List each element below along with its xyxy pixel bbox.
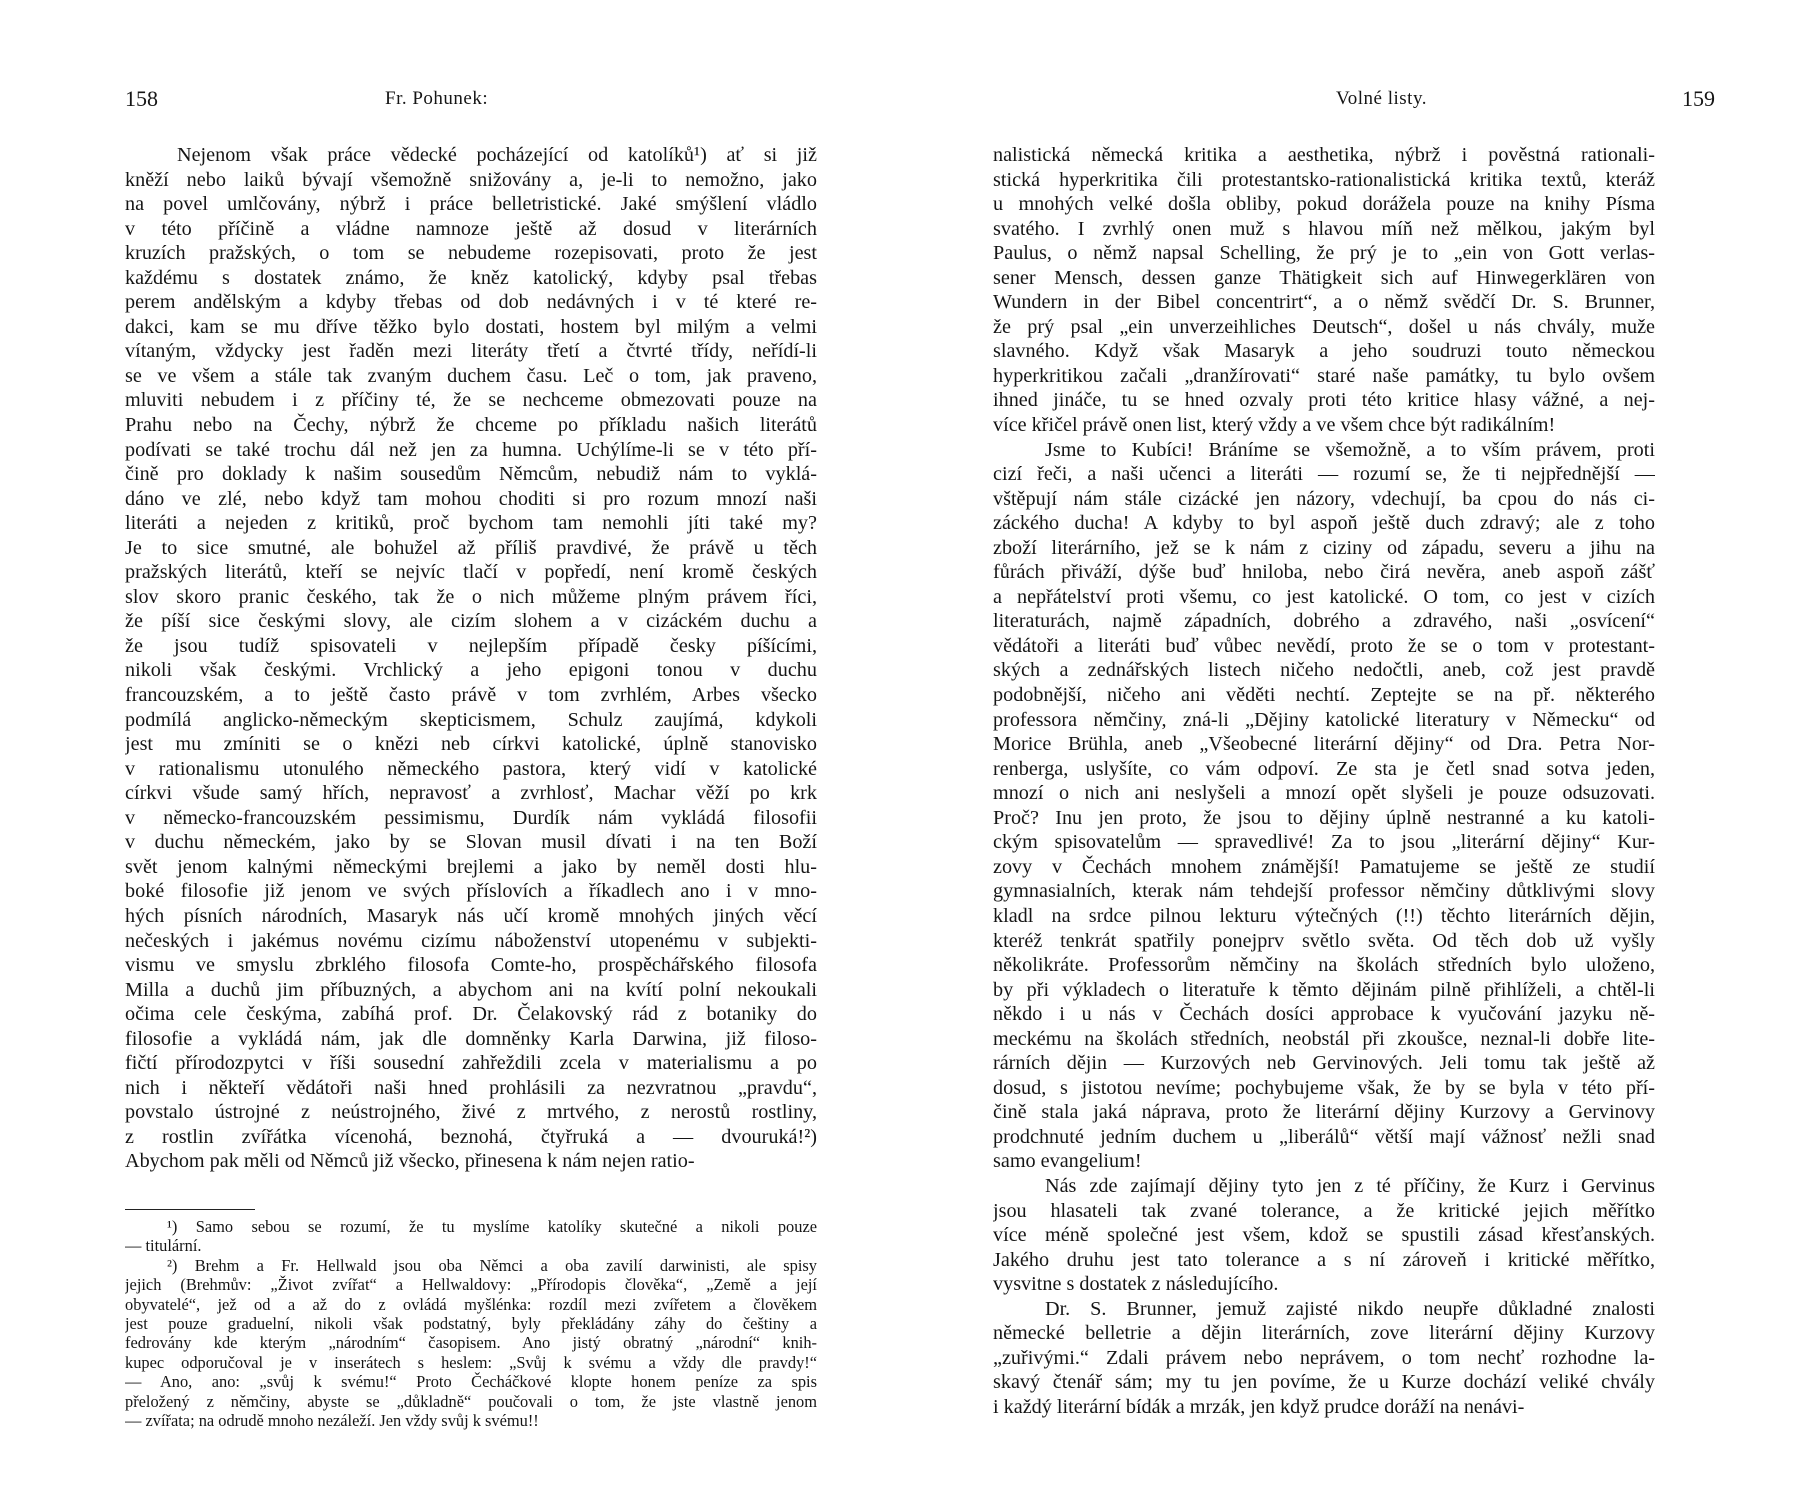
text-line: a nepřátelství proti všemu, co jest katolické. O tom, co jest v cizích bbox=[993, 585, 1655, 608]
running-head: Fr. Pohunek: bbox=[385, 88, 489, 109]
text-line: sener Mensch, dessen ganze Thätigkeit sich auf Hinwegerklären von bbox=[993, 266, 1655, 289]
body-text bbox=[993, 143, 1655, 1419]
text-line: svět jenom kalnými německými brejlemi a jako by neměl dosti hlu- bbox=[125, 855, 817, 878]
text-line: Abychom pak měli od Němců již všecko, přinesena k nám nejen ratio- bbox=[125, 1150, 695, 1173]
text-line: perem andělským a kdyby třebas od dob nedávných i v té které re- bbox=[125, 291, 817, 314]
page-number: 158 bbox=[125, 86, 158, 111]
footnote-line: kupec odporučoval je v inserátech s heslem: „Svůj k svému a vždy dle pravdy!“ bbox=[125, 1352, 817, 1372]
text-line: v duchu německém, jako by se Slovan musil dívati i na ten Boží bbox=[125, 831, 817, 854]
text-line: čině stala jaká náprava, proto že literární dějiny Kurzovy a Gervinovy bbox=[993, 1101, 1655, 1124]
text-line: Proč? Inu jen proto, že jsou to dějiny úplně nestranné a ku katoli- bbox=[993, 806, 1655, 829]
text-line: zboží literárního, jež se k nám z ciziny od západu, severu a jihu na bbox=[993, 536, 1655, 559]
text-line: Wundern in der Bibel concentrirt“, a o němž svědčí Dr. S. Brunner, bbox=[993, 291, 1655, 314]
text-line: dakci, kam se mu dříve těžko bylo dostati, hostem byl milým a velmi bbox=[125, 315, 817, 338]
text-line: nikoli však českými. Vrchlický a jeho epigoni tonou v duchu bbox=[125, 659, 817, 682]
text-line: čině pro doklady k našim sousedům Němcům, nebudiž nám to vyklá- bbox=[125, 463, 817, 486]
text-line: vítaným, vždycky jest řaděn mezi literáty třetí a čtvrté třídy, neřídí-li bbox=[125, 340, 817, 363]
text-line: samo evangelium! bbox=[993, 1150, 1142, 1173]
text-line: Milla a duchů jim příbuzných, a abychom ani na kvítí polní nekoukali bbox=[125, 978, 817, 1001]
text-line: cizí řeči, a naši učenci a literáti — rozumí se, že ti nejpřednější — bbox=[993, 463, 1655, 486]
text-line: dosud, s jistotou nevíme; pochybujeme však, že by se byla v této pří- bbox=[993, 1076, 1655, 1099]
text-line: vědátoři a literáti buď vůbec nevědí, proto že se o tom v protestant- bbox=[993, 634, 1655, 657]
text-line: i každý literární bídák a mrzák, jen když prudce doráží na nenávi- bbox=[993, 1395, 1525, 1418]
text-line: Nás zde zajímají dějiny tyto jen z té příčiny, že Kurz i Gervinus bbox=[1045, 1174, 1655, 1197]
text-line: gymnasialních, kterak nám tehdejší professor němčiny důtklivými slovy bbox=[993, 880, 1655, 903]
text-line: literaturách, najmě západních, dobrého a zdravého, naši „osvícení“ bbox=[993, 610, 1655, 633]
text-line: nečeských i jakémus novému cizímu náboženství utopenému v subjekti- bbox=[125, 929, 817, 952]
text-line: Nejenom však práce vědecké pocházející od katolíků¹) ať si již bbox=[177, 144, 817, 166]
text-line: více méně společné jest všem, kdož se spustili zásad křesťanských. bbox=[993, 1224, 1655, 1247]
text-line: skavý čtenář sám; my tu jen povíme, že u Kurze dochází veliké chvály bbox=[993, 1371, 1655, 1394]
text-line: z rostlin zvířátka vícenohá, beznohá, čtyřruká a — dvouruká!²) bbox=[125, 1125, 817, 1148]
text-line: hyperkritikou začali „dranžírovati“ staré naše památky, tu bylo ovšem bbox=[993, 364, 1655, 387]
body-text bbox=[125, 143, 817, 1174]
text-line: kladl na srdce pilnou lekturu výtečných (!!) těchto literárních dějin, bbox=[993, 904, 1655, 927]
text-line: několikráte. Professorům němčiny na školách středních bylo uloženo, bbox=[993, 954, 1655, 977]
text-line: Jakého druhu jest tato tolerance a s ní zároveň i kritické měřítko, bbox=[993, 1248, 1655, 1271]
text-line: vysvitne s dostatek z následujícího. bbox=[993, 1273, 1279, 1296]
footnote-line: přeložený z němčiny, abyste se „důkladně“ poučovali o tom, že jste vlastně jenom bbox=[125, 1391, 817, 1411]
footnote-line: fedrovány kde kterým „národním“ časopisem. Ano jistý obratný „národní“ knih- bbox=[125, 1333, 817, 1353]
text-line: professora němčiny, zná-li „Dějiny katolické literatury v Německu“ od bbox=[993, 708, 1655, 731]
text-line: hých písních národních, Masaryk nás učí kromě mnohých jiných věcí bbox=[125, 904, 817, 927]
text-line: záckého ducha! A kdyby to byl aspoň ještě duch zdravý; ale z toho bbox=[993, 512, 1655, 535]
right-page bbox=[898, 0, 1796, 1500]
text-line: kruzích pražských, o tom se nebudeme rozepisovati, proto že jest bbox=[125, 242, 817, 265]
text-line: nich i někteří vědátoři naši hned prohlásili za nezvratnou „pravdu“, bbox=[125, 1076, 817, 1099]
text-line: kněží nebo laiků bývají všemožně snižovány a, je-li to nemožno, jako bbox=[125, 168, 817, 191]
footnote-line: ¹) Samo sebou se rozumí, že tu myslíme katolíky skutečné a nikoli pouze bbox=[167, 1217, 817, 1236]
text-line: podobnější, ničeho ani věděti nechtí. Zeptejte se na př. některého bbox=[993, 684, 1655, 707]
text-line: v této příčině a vládne namnoze ještě až dosud v literárních bbox=[125, 217, 817, 240]
text-line: Paulus, o němž napsal Schelling, že prý je to „ein von Gott verlas- bbox=[993, 242, 1655, 265]
text-line: Jsme to Kubíci! Bráníme se všemožně, a to vším právem, proti bbox=[1045, 438, 1655, 461]
footnote-line: obyvatelé“, jež od a až do z ovládá myšlénka: rozdíl mezi zvířetem a člověkem bbox=[125, 1294, 817, 1314]
text-line: dáno ve zlé, nebo když tam mohou choditi si pro rozum mnozí naši bbox=[125, 487, 817, 510]
text-line: německé belletrie a dějin literárních, zove literární dějiny Kurzovy bbox=[993, 1322, 1655, 1345]
text-line: ckým spisovatelům — spravedlivé! Za to jsou „literární dějiny“ Kur- bbox=[993, 831, 1655, 854]
text-line: pražských literátů, kteří se nejvíc tlačí v popředí, není kromě českých bbox=[125, 561, 817, 584]
text-line: ihned jináče, tu se hned ozvaly proti této kritice hlasy vážné, a nej- bbox=[993, 389, 1655, 412]
text-line: filosofie a vykládá nám, jak dle domněnky Karla Darwina, již filoso- bbox=[125, 1027, 817, 1050]
text-line: „zuřivými.“ Zdali právem nebo neprávem, o tom nechť rozhodne la- bbox=[993, 1346, 1655, 1369]
running-head: Volné listy. bbox=[1336, 88, 1427, 109]
text-line: očima cele českýma, zabíhá prof. Dr. Čelakovský rád z botaniky do bbox=[125, 1003, 817, 1026]
text-line: Je to sice smutné, ale bohužel až příliš pravdivé, že právě u těch bbox=[125, 536, 817, 559]
text-line: někdo i u nás v Čechách dosíci approbace k vyučování jazyku ně- bbox=[993, 1003, 1655, 1026]
text-line: jest mu zmíniti se o knězi neb církvi katolické, úplně stanovisko bbox=[125, 733, 817, 756]
text-line: by při výkladech o literatuře k těmto dějinám pilně přihlíželi, a chtěl-li bbox=[993, 978, 1655, 1001]
page-number: 159 bbox=[1682, 86, 1715, 111]
text-line: ských a zednářských listech ničeho nedočtli, aneb, což jest pravdě bbox=[993, 659, 1655, 682]
text-line: Morice Brühla, aneb „Všeobecné literární dějiny“ od Dra. Petra Nor- bbox=[993, 733, 1655, 756]
text-line: mluviti nebudem i z příčiny té, že se nechceme obmezovati pouze na bbox=[125, 389, 817, 412]
text-line: že píší sice českými slovy, ale cizím slohem a v cizáckém duchu a bbox=[125, 610, 817, 633]
footnote-line: jest pouze graduelní, nikoli však podstatný, byly překládány záhy do češtiny a bbox=[125, 1314, 817, 1334]
text-line: povstalo ústrojné z neústrojného, živé z mrtvého, z nerostů rostliny, bbox=[125, 1101, 817, 1124]
text-line: stická hyperkritika čili protestantsko-rationalistická kritika textů, kteráž bbox=[993, 168, 1655, 191]
text-line: podmílá anglicko-německým skepticismem, Schulz zaujímá, kdykoli bbox=[125, 708, 817, 731]
text-line: se ve všem a stále tak zvaným duchem času. Leč o tom, jak praveno, bbox=[125, 364, 817, 387]
text-line: každému s dostatek známo, že kněz katolický, kdyby psal třebas bbox=[125, 266, 817, 289]
text-line: svatého. I zvrhlý onen muž s hlavou míň než mělkou, jakým byl bbox=[993, 217, 1655, 240]
text-line: renberga, uslyšíte, co vám odpoví. Ze sta je četl snad sotva jeden, bbox=[993, 757, 1655, 780]
text-line: francouzském, a to ještě často právě v tom zvrhlém, Arbes všecko bbox=[125, 684, 817, 707]
text-line: zovy v Čechách mnohem známější! Pamatujeme se ještě ze studií bbox=[993, 855, 1655, 878]
footnote-line: jejich (Brehmův: „Život zvířat“ a Hellwaldovy: „Přírodopis člověka“, „Země a její bbox=[125, 1275, 817, 1295]
text-line: Prahu nebo na Čechy, nýbrž že chceme po příkladu našich literátů bbox=[125, 414, 817, 437]
text-line: že prý psal „ein unverzeihliches Deutsch“, došel u nás chvály, muže bbox=[993, 315, 1655, 338]
text-line: podívati se také trochu dál než jen za humna. Uchýlíme-li se v této pří- bbox=[125, 438, 817, 461]
text-line: literáti a nejeden z kritiků, proč bychom tam nemohli jíti také my? bbox=[125, 512, 817, 535]
text-line: prodchnuté jedním duchem u „liberálů“ větší mají vážnosť nežli snad bbox=[993, 1125, 1655, 1148]
text-line: že jsou tudíž spisovateli v nejlepším případě česky píšícími, bbox=[125, 634, 817, 657]
footnotes bbox=[125, 1217, 817, 1430]
footnote-line: — titulární. bbox=[125, 1236, 202, 1256]
footnote-line: — zvířata; na odrudě mnoho nezáleží. Jen vždy svůj k svému!! bbox=[125, 1411, 539, 1431]
text-line: Dr. S. Brunner, jemuž zajisté nikdo neupře důkladné znalosti bbox=[1045, 1297, 1655, 1320]
text-line: slov skoro pranic českého, tak že o nich můžeme plným právem říci, bbox=[125, 585, 817, 608]
text-line: u mnohých velké došla obliby, pokud dorážela pouze na knihy Písma bbox=[993, 193, 1655, 216]
text-line: rárních dějin — Kurzových neb Gervinových. Jeli tomu tak ještě až bbox=[993, 1052, 1655, 1075]
footnote-rule bbox=[125, 1209, 255, 1210]
text-line: v rationalismu utonulého německého pastora, který vidí v katolické bbox=[125, 757, 817, 780]
text-line: slavného. Když však Masaryk a jeho soudruzi touto německou bbox=[993, 340, 1655, 363]
footnote-line: — Ano, ano: „svůj k svému!“ Proto Čecháčkové klopte honem peníze za spis bbox=[125, 1372, 817, 1392]
text-line: nalistická německá kritika a aesthetika, nýbrž i pověstná rationali- bbox=[993, 144, 1655, 166]
text-line: církvi všude samý hřích, nepravosť a zvrhlosť, Machar věží po krk bbox=[125, 782, 817, 805]
text-line: mnozí o nich ani neslyšeli a mnozí opět slyšeli je pouze odsuzovati. bbox=[993, 782, 1655, 805]
text-line: boké filosofie již jenom ve svých příslovích a říkadlech ano i v mno- bbox=[125, 880, 817, 903]
text-line: fůrách přiváží, dýše buď hniloba, nebo čirá nevěra, aneb aspoň zášť bbox=[993, 561, 1655, 584]
footnote-line: ²) Brehm a Fr. Hellwald jsou oba Němci a oba zavilí darwinisti, ale spisy bbox=[167, 1255, 817, 1275]
text-line: na povel umlčovány, nýbrž i práce belletristické. Jaké smýšlení vládlo bbox=[125, 193, 817, 216]
text-line: kteréž tenkrát spatřily ponejprv světlo světa. Od těch dob už vyšly bbox=[993, 929, 1655, 952]
text-line: vismu ve smyslu zbrklého filosofa Comte-ho, prospěchářského filosofa bbox=[125, 954, 817, 977]
text-line: fičtí přírodozpytci v říši sousední zahřeždili zcela v materialismu a po bbox=[125, 1052, 817, 1075]
text-line: jsou hlasateli tak zvané tolerance, a že kritické jejich měřítko bbox=[993, 1199, 1655, 1222]
text-line: meckému na školách středních, neobstál při zkoušce, neznal-li dobře lite- bbox=[993, 1027, 1655, 1050]
text-line: více křičel právě onen list, který vždy a ve všem chce být radikálním! bbox=[993, 414, 1556, 437]
text-line: vštěpují nám stále cizácké jen názory, vdechují, ba cpou do nás ci- bbox=[993, 487, 1655, 510]
text-line: v německo-francouzském pessimismu, Durdík nám vykládá filosofii bbox=[125, 806, 817, 829]
